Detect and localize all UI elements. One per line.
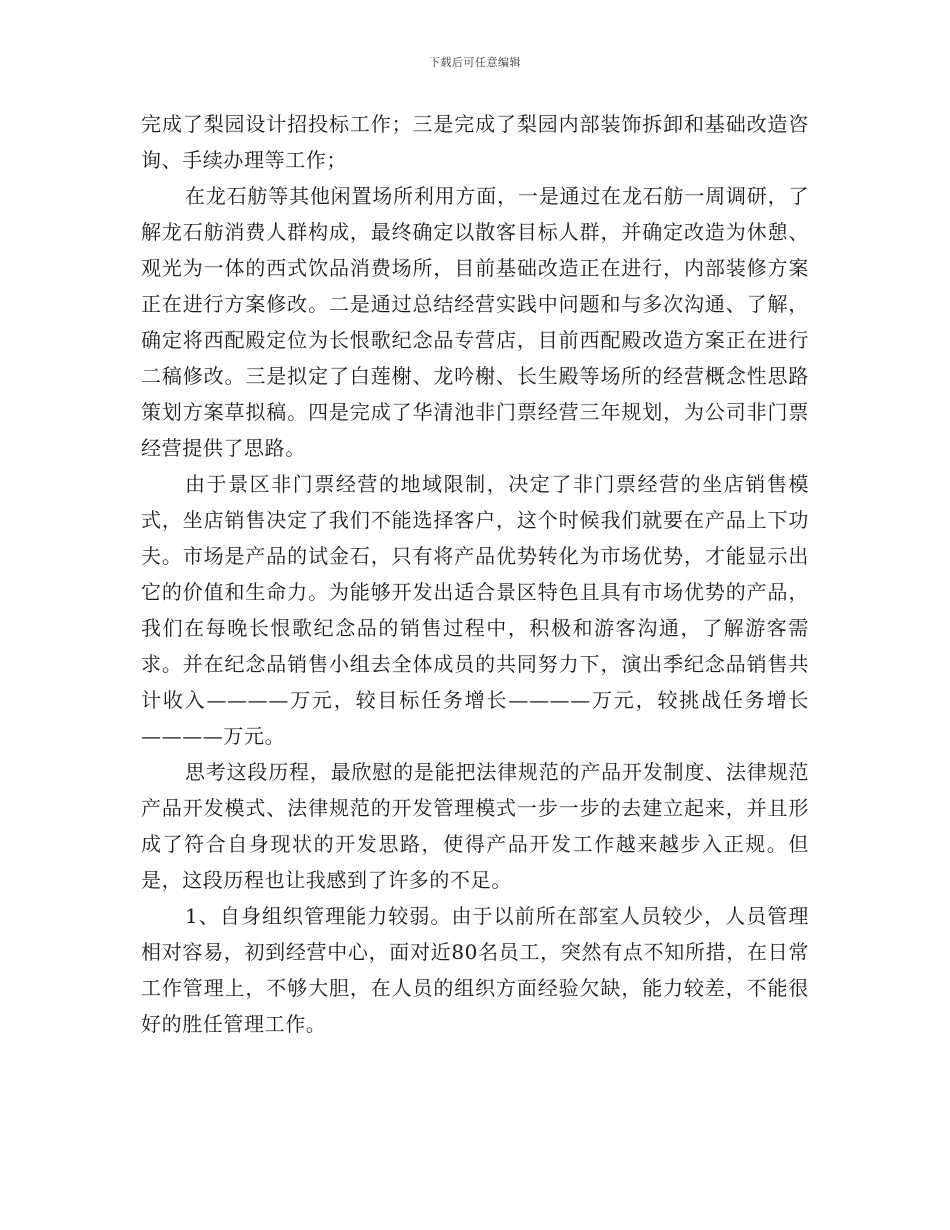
page-header: 下载后可任意编辑 [429,56,521,69]
paragraph-non-ticket-sales: 由于景区非门票经营的地域限制，决定了非门票经营的坐店销售模式，坐店销售决定了我们不能选择客户，这个时候我们就要在产品上下功夫。市场是产品的试金石，只有将产品优势转化为市场优势，才能显示出它的价值和生命力。为能够开发出适合景区特色且具有市场优势的产品，我们在每晚长恨歌纪念品的销售过程中，积极和游客沟通，了解游客需求。并在纪念品销售小组去全体成员的共同努力下，演出季纪念品销售共计收入————万元，较目标任务增长————万元，较挑战任务增长————万元。 [141,472,809,748]
paragraph-reflection: 思考这段历程，最欣慰的是能把法律规范的产品开发制度、法律规范产品开发模式、法律规范的开发管理模式一步一步的去建立起来，并且形成了符合自身现状的开发思路，使得产品开发工作越来越步入正规。但是，这段历程也让我感到了许多的不足。 [141,760,809,892]
paragraph-longshifang: 在龙石舫等其他闲置场所利用方面，一是通过在龙石舫一周调研，了解龙石舫消费人群构成，最终确定以散客目标人群，并确定改造为休憩、观光为一体的西式饮品消费场所，目前基础改造正在进行，内部装修方案正在进行方案修改。二是通过总结经营实践中问题和与多次沟通、了解，确定将西配殿定位为长恨歌纪念品专营店，目前西配殿改造方案正在进行二稿修改。三是拟定了白莲榭、龙吟榭、长生殿等场所的经营概念性思路策划方案草拟稿。四是完成了华清池非门票经营三年规划，为公司非门票经营提供了思路。 [141,184,809,460]
paragraph-shortcoming-1: 1、自身组织管理能力较弱。由于以前所在部室人员较少，人员管理相对容易，初到经营中心，面对近80名员工，突然有点不知所措，在日常工作管理上，不够大胆，在人员的组织方面经验欠缺，能力较差，不能很好的胜任管理工作。 [141,904,809,1036]
paragraph-continuation: 完成了梨园设计招投标工作；三是完成了梨园内部装饰拆卸和基础改造咨询、手续办理等工作； [141,112,809,172]
document-body [141,106,809,1042]
